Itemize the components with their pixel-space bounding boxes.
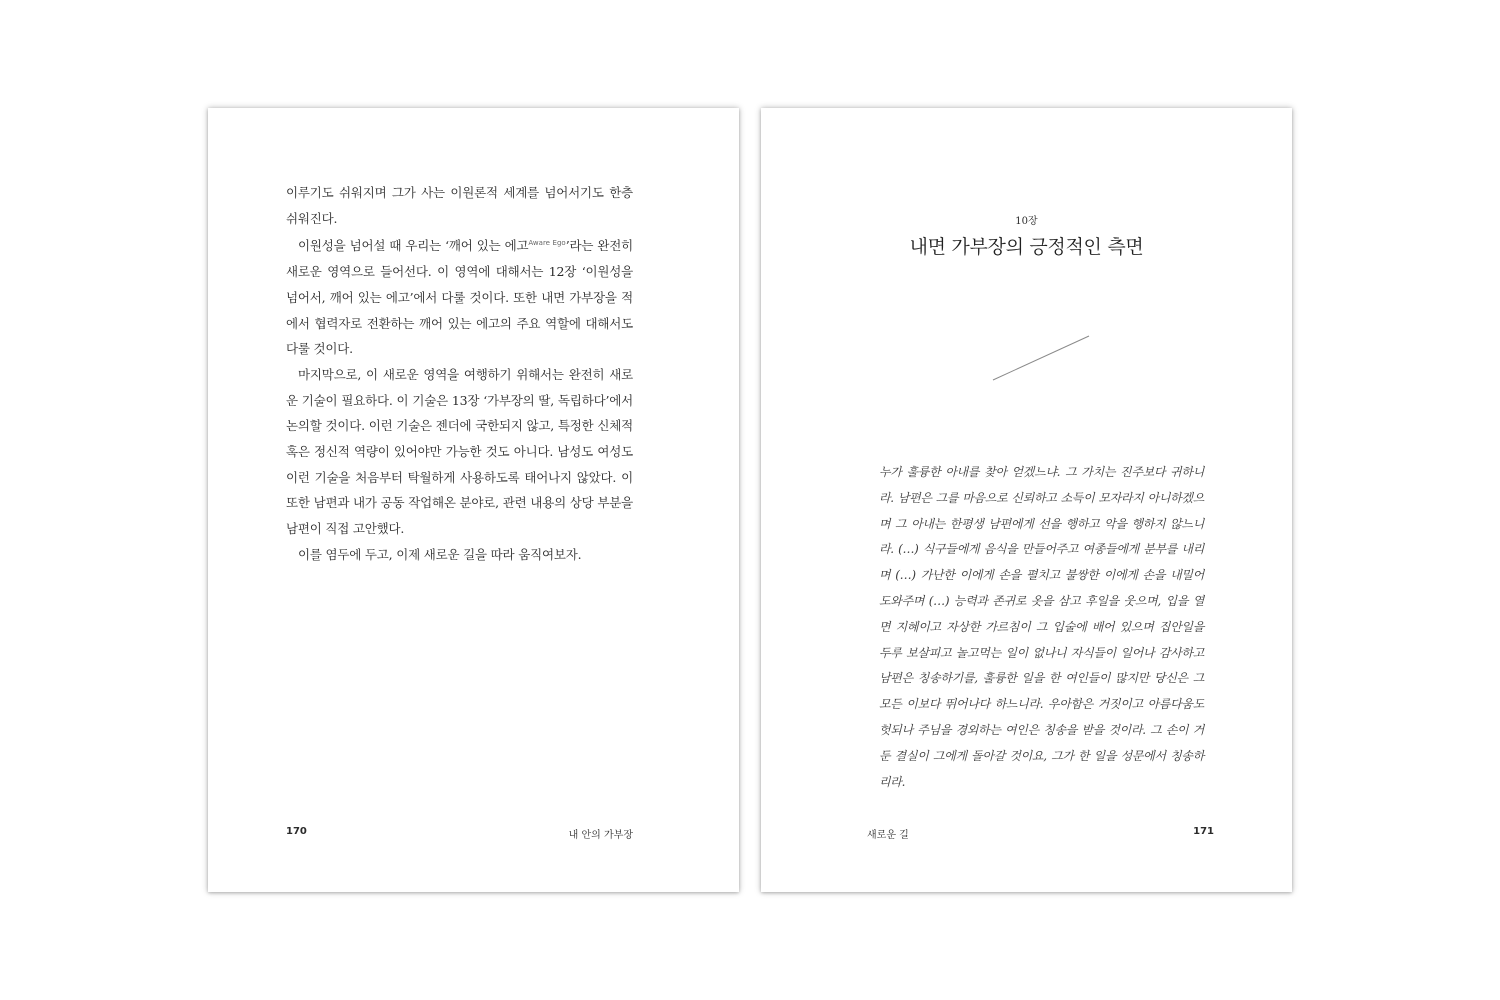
epigraph-quote: 누가 훌륭한 아내를 찾아 얻겠느냐. 그 가치는 진주보다 귀하니라. 남편은 그를 마음으로 신뢰하고 소득이 모자라지 아니하겠으며 그 아내는 한평생 남편에게 선을 행하고 악을 행하지 않느니라. (…) 식구들에게 음식을 만들어주고 여종들에게 분부를 내리며 (…) 가난한 이에게 손을 펼치고 불쌍한 이에게 손을 내밀어 도와주며 (…) 능력과 존귀로 옷을 삼고 후일을 웃으며, 입을 열면 지혜이고 자상한 가르침이 그 입술에 배어 있으며 집안일을 두루 보살피고 놀고먹는 일이 없나니 자식들이 일어나 감사하고 남편은 칭송하기를, 훌륭한 일을 한 여인들이 많지만 당신은 그 모든 이보다 뛰어나다 하느니라. 우아함은 거짓이고 아름다움도 헛되나 주님을 경외하는 여인은 칭송을 받을 것이라. 그 손이 거둔 결실이 그에게 돌아갈 것이요, 그가 한 일을 성문에서 칭송하리라. (879, 465, 1204, 789)
paragraph (286, 231, 633, 362)
running-title: 내 안의 가부장 (568, 830, 633, 841)
left-page (208, 108, 739, 892)
paragraph: 이루기도 쉬워지며 그가 사는 이원론적 세계를 넘어서기도 한층 쉬워진다. (286, 185, 633, 226)
chapter-label: 10장 (1015, 216, 1038, 227)
aware-ego-superscript: Aware Ego (528, 239, 566, 248)
paragraph: 마지막으로, 이 새로운 영역을 여행하기 위해서는 완전히 새로운 기술이 필요하다. 이 기술은 13장 ‘가부장의 딸, 독립하다’에서 논의할 것이다. 이런 기술은 젠더에 국한되지 않고, 특정한 신체적 혹은 정신적 역량이 있어야만 가능한 것도 아니다. 남성도 여성도 이런 기술을 처음부터 탁월하게 사용하도록 태어나지 않았다. 이 또한 남편과 내가 공동 작업해온 분야로, 관련 내용의 상당 부분을 남편이 직접 고안했다. (286, 366, 633, 537)
paragraph: 이를 염두에 두고, 이제 새로운 길을 따라 움직여보자. (298, 546, 582, 562)
paragraph-text: ’라는 완전히 새로운 영역으로 들어선다. 이 영역에 대해서는 12장 ‘이원성을 넘어서, 깨어 있는 에고’에서 다룰 것이다. 또한 내면 가부장을 적에서 협력자로 전환하는 깨어 있는 에고의 주요 역할에 대해서도 다룰 것이다. (286, 238, 633, 357)
page-number: 170 (286, 826, 307, 837)
left-page-body (286, 180, 633, 568)
decorative-divider-line (987, 332, 1091, 384)
running-title: 새로운 길 (867, 830, 909, 841)
page-number: 171 (1193, 826, 1214, 837)
paragraph-text: 이원성을 넘어설 때 우리는 ‘깨어 있는 에고 (298, 238, 529, 254)
chapter-title: 내면 가부장의 긍정적인 측면 (909, 236, 1144, 258)
right-page (761, 108, 1292, 892)
